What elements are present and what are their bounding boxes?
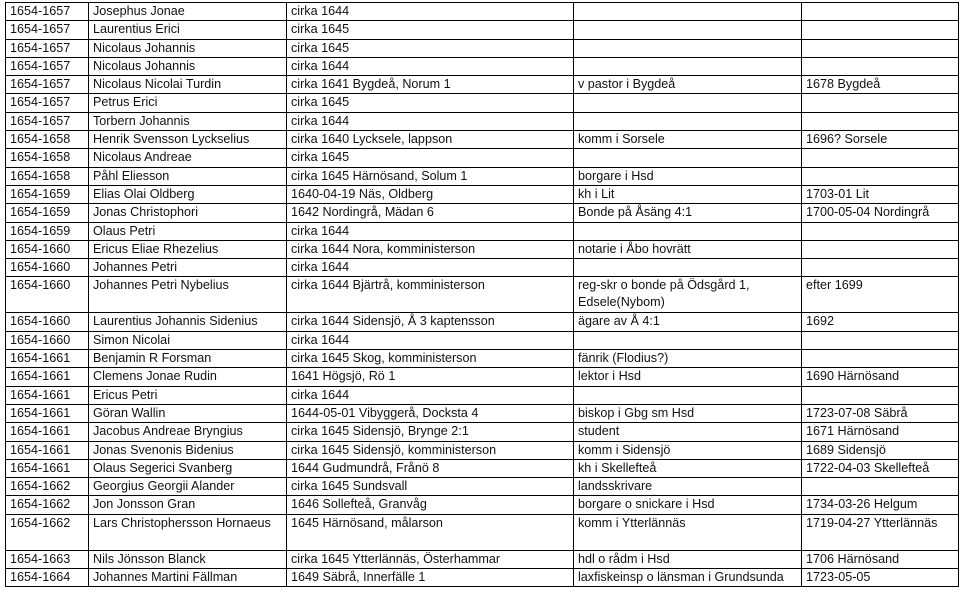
occupation-cell: ägare av Å 4:1 [574,313,802,331]
period-cell: 1654-1658 [6,149,89,167]
death-cell: 1719-04-27 Ytterlännäs [802,514,959,550]
occupation-cell [574,57,802,75]
table-row [6,222,959,240]
table-row [6,550,959,568]
death-cell: 1723-07-08 Säbrå [802,404,959,422]
table-row [6,350,959,368]
name-cell: Simon Nicolai [89,331,287,349]
birth-cell: cirka 1645 Sundsvall [287,478,574,496]
name-cell: Olaus Segerici Svanberg [89,459,287,477]
table-row [6,386,959,404]
name-cell: Nils Jönsson Blanck [89,550,287,568]
death-cell: 1690 Härnösand [802,368,959,386]
name-cell: Johannes Martini Fällman [89,569,287,587]
death-cell [802,478,959,496]
birth-cell: cirka 1641 Bygdeå, Norum 1 [287,76,574,94]
birth-cell: cirka 1640 Lycksele, lappson [287,131,574,149]
table-row [6,112,959,130]
occupation-cell: borgare o snickare i Hsd [574,496,802,514]
name-cell: Nicolaus Andreae [89,149,287,167]
name-cell: Göran Wallin [89,404,287,422]
table-row [6,459,959,477]
name-cell: Benjamin R Forsman [89,350,287,368]
period-cell: 1654-1660 [6,277,89,313]
birth-cell: cirka 1644 [287,57,574,75]
death-cell [802,39,959,57]
birth-cell: cirka 1644 Sidensjö, Å 3 kaptensson [287,313,574,331]
birth-cell: 1649 Säbrå, Innerfälle 1 [287,569,574,587]
birth-cell: 1645 Härnösand, målarson [287,514,574,550]
birth-cell: cirka 1645 [287,149,574,167]
death-cell [802,222,959,240]
period-cell: 1654-1657 [6,21,89,39]
table-row [6,76,959,94]
period-cell: 1654-1660 [6,259,89,277]
birth-cell: cirka 1645 Sidensjö, Brynge 2:1 [287,423,574,441]
occupation-cell: kh i Lit [574,185,802,203]
name-cell: Clemens Jonae Rudin [89,368,287,386]
occupation-cell: hdl o rådm i Hsd [574,550,802,568]
birth-cell: cirka 1644 Bjärtrå, komministerson [287,277,574,313]
occupation-cell: notarie i Åbo hovrätt [574,240,802,258]
name-cell: Ericus Petri [89,386,287,404]
name-cell: Josephus Jonae [89,3,287,21]
period-cell: 1654-1657 [6,57,89,75]
period-cell: 1654-1662 [6,514,89,550]
occupation-cell: komm i Sidensjö [574,441,802,459]
table-row [6,441,959,459]
death-cell: efter 1699 [802,277,959,313]
birth-cell: cirka 1644 [287,331,574,349]
period-cell: 1654-1660 [6,331,89,349]
period-cell: 1654-1657 [6,3,89,21]
table-row [6,423,959,441]
table-row [6,404,959,422]
name-cell: Påhl Eliesson [89,167,287,185]
occupation-cell: v pastor i Bygdeå [574,76,802,94]
birth-cell: cirka 1645 Ytterlännäs, Österhammar [287,550,574,568]
occupation-cell [574,259,802,277]
name-cell: Nicolaus Johannis [89,57,287,75]
name-cell: Laurentius Johannis Sidenius [89,313,287,331]
name-cell: Jon Jonsson Gran [89,496,287,514]
period-cell: 1654-1660 [6,313,89,331]
occupation-cell: student [574,423,802,441]
records-table-body [6,3,959,587]
occupation-cell [574,149,802,167]
death-cell [802,350,959,368]
name-cell: Elias Olai Oldberg [89,185,287,203]
death-cell: 1678 Bygdeå [802,76,959,94]
death-cell [802,167,959,185]
birth-cell: cirka 1645 [287,21,574,39]
name-cell: Georgius Georgii Alander [89,478,287,496]
table-row [6,313,959,331]
period-cell: 1654-1659 [6,204,89,222]
occupation-cell: komm i Ytterlännäs [574,514,802,550]
name-cell: Nicolaus Johannis [89,39,287,57]
table-row [6,240,959,258]
birth-cell: cirka 1645 [287,39,574,57]
death-cell: 1689 Sidensjö [802,441,959,459]
name-cell: Laurentius Erici [89,21,287,39]
birth-cell: cirka 1645 Skog, komministerson [287,350,574,368]
occupation-cell: laxfiskeinsp o länsman i Grundsunda [574,569,802,587]
death-cell: 1722-04-03 Skellefteå [802,459,959,477]
period-cell: 1654-1661 [6,386,89,404]
birth-cell: cirka 1644 [287,259,574,277]
occupation-cell [574,39,802,57]
birth-cell: cirka 1645 [287,94,574,112]
period-cell: 1654-1659 [6,222,89,240]
period-cell: 1654-1661 [6,350,89,368]
birth-cell: cirka 1644 [287,386,574,404]
birth-cell: 1644-05-01 Vibyggerå, Docksta 4 [287,404,574,422]
death-cell: 1692 [802,313,959,331]
table-row [6,514,959,550]
name-cell: Torbern Johannis [89,112,287,130]
period-cell: 1654-1661 [6,404,89,422]
death-cell [802,386,959,404]
death-cell: 1700-05-04 Nordingrå [802,204,959,222]
birth-cell: 1646 Sollefteå, Granvåg [287,496,574,514]
birth-cell: 1642 Nordingrå, Mädan 6 [287,204,574,222]
occupation-cell: borgare i Hsd [574,167,802,185]
death-cell [802,57,959,75]
name-cell: Jonas Svenonis Bidenius [89,441,287,459]
name-cell: Jonas Christophori [89,204,287,222]
table-row [6,368,959,386]
name-cell: Johannes Petri Nybelius [89,277,287,313]
death-cell [802,331,959,349]
period-cell: 1654-1657 [6,112,89,130]
period-cell: 1654-1657 [6,76,89,94]
table-row [6,478,959,496]
table-row [6,21,959,39]
period-cell: 1654-1663 [6,550,89,568]
death-cell [802,3,959,21]
period-cell: 1654-1659 [6,185,89,203]
table-row [6,185,959,203]
name-cell: Olaus Petri [89,222,287,240]
table-row [6,167,959,185]
death-cell: 1671 Härnösand [802,423,959,441]
name-cell: Jacobus Andreae Bryngius [89,423,287,441]
table-row [6,204,959,222]
period-cell: 1654-1662 [6,496,89,514]
table-row [6,569,959,587]
death-cell: 1696? Sorsele [802,131,959,149]
period-cell: 1654-1664 [6,569,89,587]
death-cell: 1703-01 Lit [802,185,959,203]
death-cell [802,94,959,112]
occupation-cell [574,386,802,404]
period-cell: 1654-1661 [6,368,89,386]
birth-cell: cirka 1644 Nora, komministerson [287,240,574,258]
period-cell: 1654-1662 [6,478,89,496]
table-row [6,259,959,277]
period-cell: 1654-1657 [6,39,89,57]
occupation-cell: Bonde på Åsäng 4:1 [574,204,802,222]
death-cell: 1734-03-26 Helgum [802,496,959,514]
table-row [6,277,959,313]
occupation-cell: fänrik (Flodius?) [574,350,802,368]
period-cell: 1654-1657 [6,94,89,112]
period-cell: 1654-1658 [6,167,89,185]
death-cell [802,21,959,39]
records-table [5,2,959,587]
death-cell [802,112,959,130]
period-cell: 1654-1660 [6,240,89,258]
period-cell: 1654-1658 [6,131,89,149]
name-cell: Nicolaus Nicolai Turdin [89,76,287,94]
table-row [6,39,959,57]
death-cell [802,259,959,277]
table-row [6,331,959,349]
name-cell: Johannes Petri [89,259,287,277]
period-cell: 1654-1661 [6,441,89,459]
name-cell: Henrik Svensson Lyckselius [89,131,287,149]
period-cell: 1654-1661 [6,423,89,441]
death-cell: 1723-05-05 [802,569,959,587]
birth-cell: 1644 Gudmundrå, Frånö 8 [287,459,574,477]
occupation-cell [574,112,802,130]
death-cell [802,149,959,167]
occupation-cell: biskop i Gbg sm Hsd [574,404,802,422]
table-row [6,3,959,21]
table-row [6,149,959,167]
occupation-cell [574,21,802,39]
period-cell: 1654-1661 [6,459,89,477]
occupation-cell: lektor i Hsd [574,368,802,386]
name-cell: Petrus Erici [89,94,287,112]
death-cell [802,240,959,258]
table-row [6,94,959,112]
occupation-cell [574,94,802,112]
occupation-cell [574,3,802,21]
birth-cell: cirka 1644 [287,222,574,240]
name-cell: Lars Christophersson Hornaeus [89,514,287,550]
occupation-cell [574,331,802,349]
birth-cell: cirka 1645 Härnösand, Solum 1 [287,167,574,185]
table-row [6,57,959,75]
occupation-cell: landsskrivare [574,478,802,496]
death-cell: 1706 Härnösand [802,550,959,568]
occupation-cell [574,222,802,240]
birth-cell: 1641 Högsjö, Rö 1 [287,368,574,386]
birth-cell: cirka 1645 Sidensjö, komministerson [287,441,574,459]
birth-cell: 1640-04-19 Näs, Oldberg [287,185,574,203]
occupation-cell: kh i Skellefteå [574,459,802,477]
occupation-cell: reg-skr o bonde på Ödsgård 1, Edsele(Nybom) [574,277,802,313]
table-row [6,496,959,514]
table-row [6,131,959,149]
name-cell: Ericus Eliae Rhezelius [89,240,287,258]
birth-cell: cirka 1644 [287,3,574,21]
birth-cell: cirka 1644 [287,112,574,130]
occupation-cell: komm i Sorsele [574,131,802,149]
